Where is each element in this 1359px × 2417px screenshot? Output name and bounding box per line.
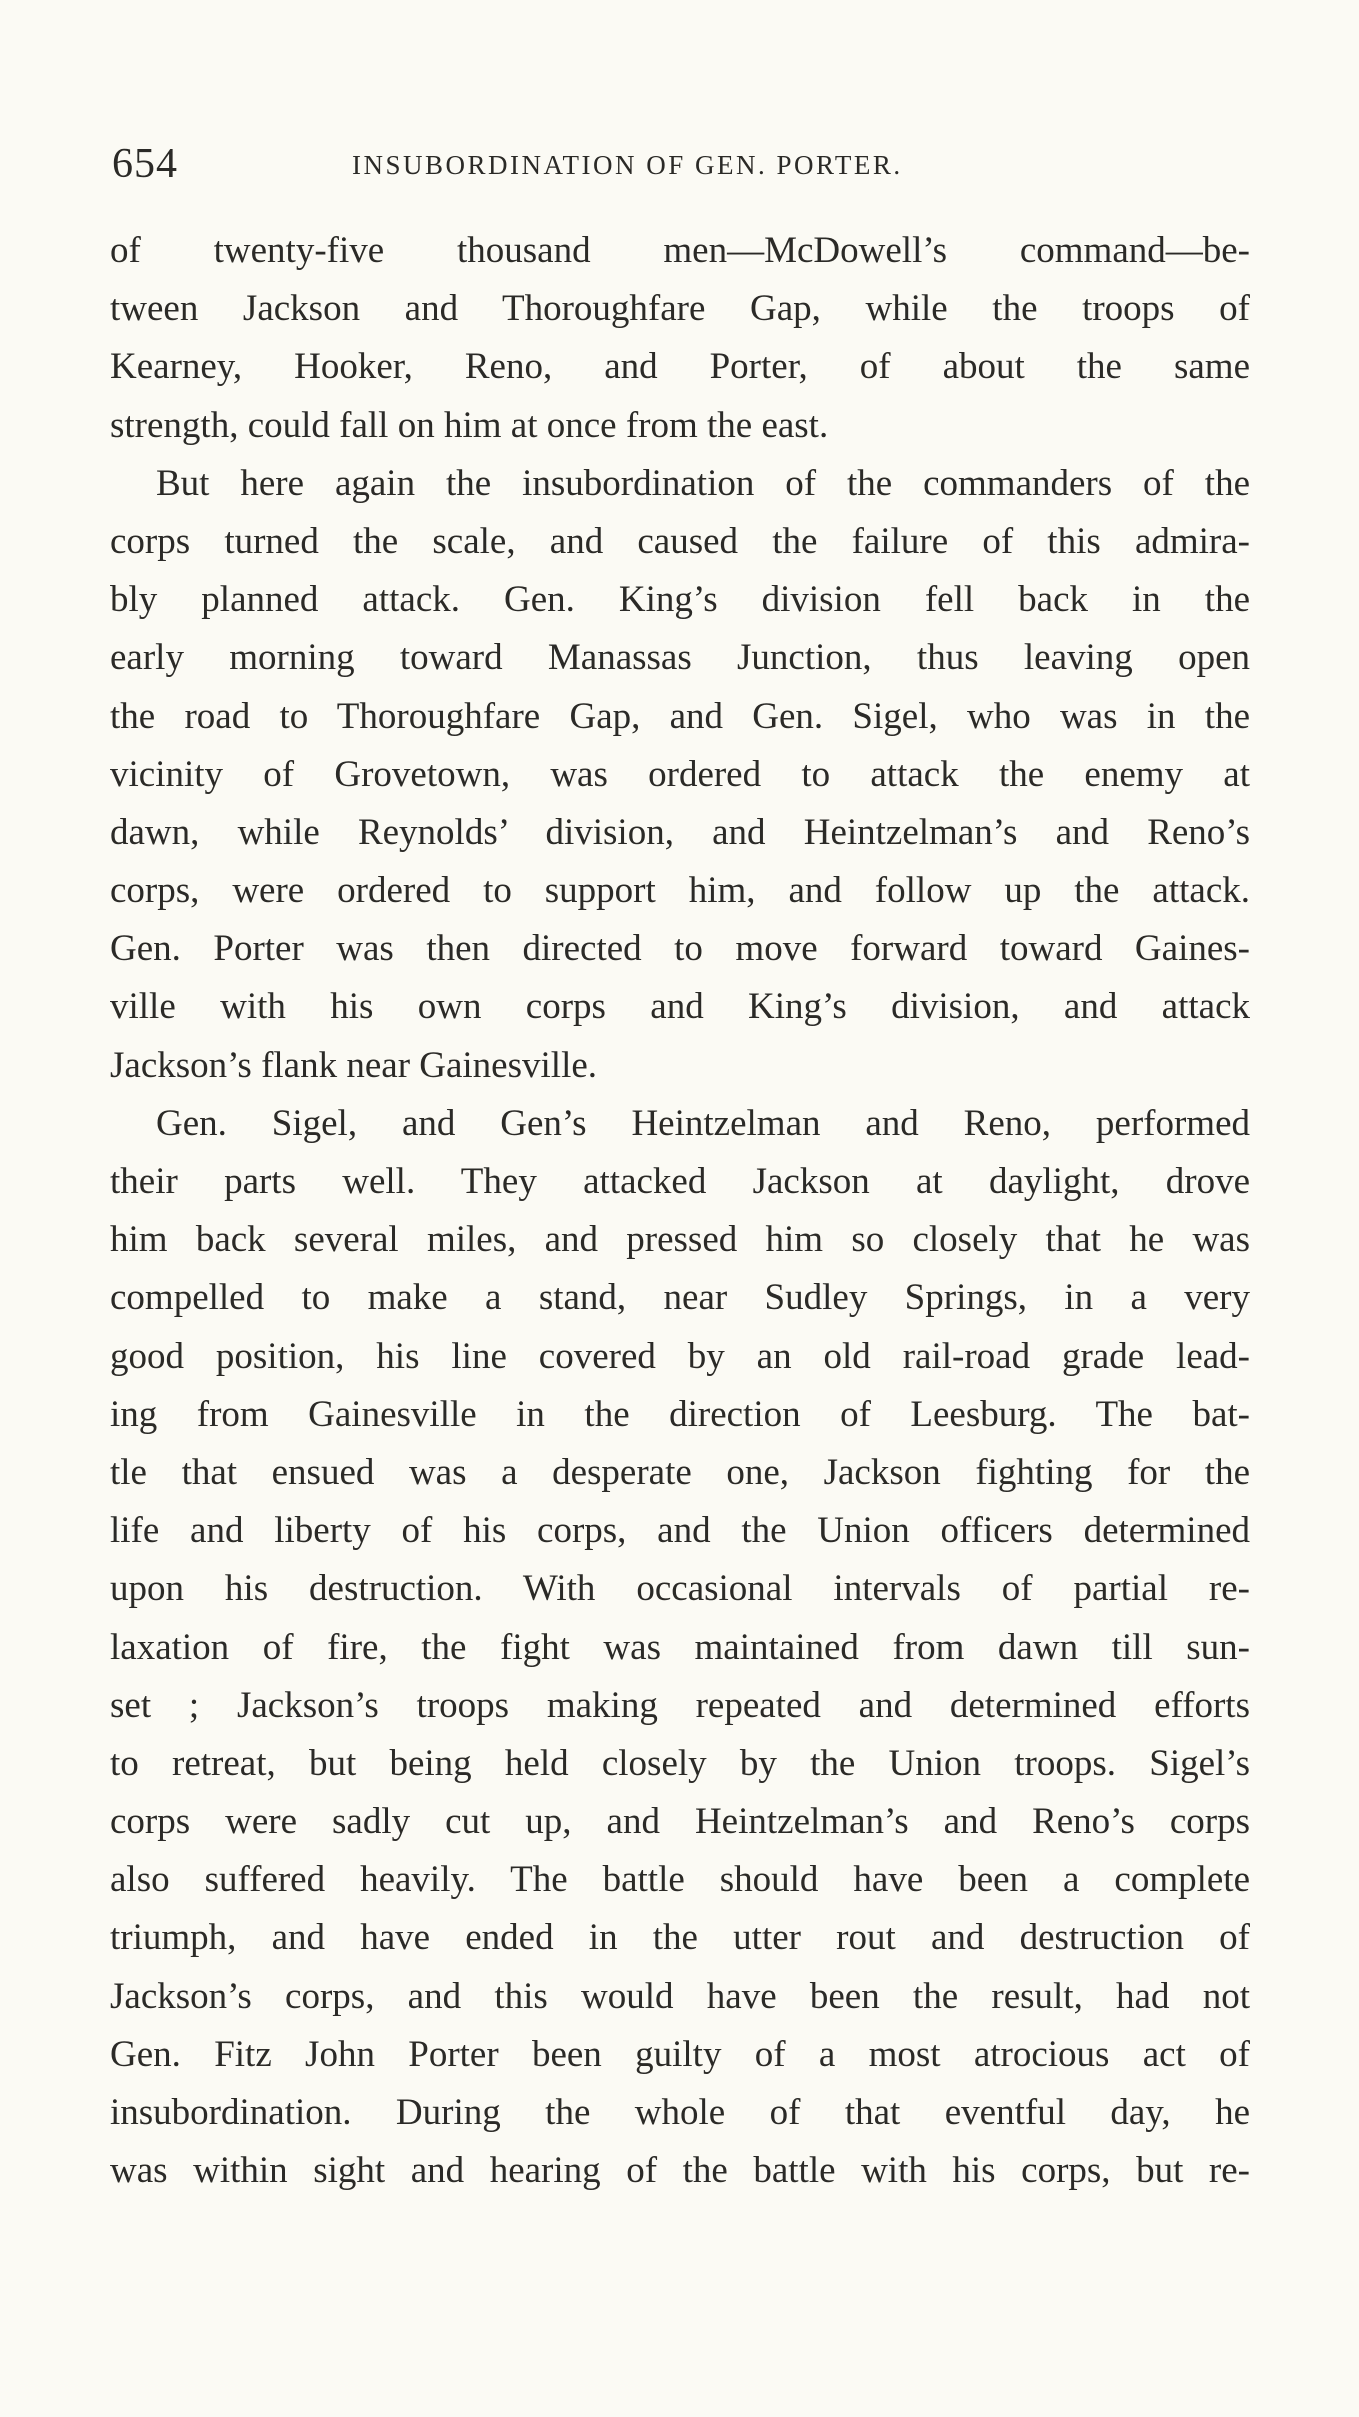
text-line: insubordination. During the whole of that eventful day, he	[110, 2092, 1250, 2133]
running-title: INSUBORDINATION OF GEN. PORTER.	[352, 150, 903, 180]
text-line: their parts well. They attacked Jackson at daylight, drove	[110, 1161, 1250, 1202]
text-line: corps turned the scale, and caused the failure of this admira-	[110, 520, 1250, 562]
text-line: good position, his line covered by an old rail-road grade lead-	[110, 1335, 1250, 1377]
text-line: to retreat, but being held closely by the Union troops. Sigel’s	[110, 1742, 1250, 1784]
text-line: compelled to make a stand, near Sudley Springs, in a very	[110, 1277, 1250, 1319]
text-line: vicinity of Grovetown, was ordered to attack the enemy at	[110, 753, 1250, 795]
text-line: tle that ensued was a desperate one, Jackson fighting for the	[110, 1451, 1250, 1493]
text-line: also suffered heavily. The battle should have been a complete	[110, 1859, 1250, 1901]
text-line: triumph, and have ended in the utter rout and destruction of	[110, 1917, 1250, 1959]
body-text	[110, 222, 1250, 2200]
text-line: Gen. Porter was then directed to move forward toward Gaines-	[110, 928, 1250, 970]
text-line: the road to Thoroughfare Gap, and Gen. Sigel, who was in the	[110, 695, 1250, 737]
text-line: of twenty-five thousand men—McDowell’s command—be-	[110, 230, 1250, 271]
text-line: ville with his own corps and King’s division, and attack	[110, 986, 1250, 1028]
text-line: upon his destruction. With occasional intervals of partial re-	[110, 1568, 1250, 1610]
text-line: laxation of fire, the fight was maintained from dawn till sun-	[110, 1626, 1250, 1668]
text-line: tween Jackson and Thoroughfare Gap, while the troops of	[110, 288, 1250, 330]
text-line: Kearney, Hooker, Reno, and Porter, of about the same	[110, 346, 1250, 388]
text-line: strength, could fall on him at once from the east.	[110, 404, 829, 446]
text-line: life and liberty of his corps, and the Union officers determined	[110, 1510, 1250, 1552]
page-number: 654	[112, 141, 178, 187]
text-line: corps, were ordered to support him, and follow up the attack.	[110, 870, 1250, 912]
text-line: Jackson’s flank near Gainesville.	[110, 1044, 598, 1086]
text-line: bly planned attack. Gen. King’s division fell back in the	[110, 579, 1250, 621]
text-line: him back several miles, and pressed him so closely that he was	[110, 1219, 1250, 1261]
text-line: early morning toward Manassas Junction, thus leaving open	[110, 637, 1250, 679]
text-line: set ; Jackson’s troops making repeated and determined efforts	[110, 1684, 1250, 1726]
text-line: Jackson’s corps, and this would have been the result, had not	[110, 1975, 1250, 2017]
text-line: corps were sadly cut up, and Heintzelman’s and Reno’s corps	[110, 1801, 1250, 1843]
running-header	[112, 140, 1252, 200]
text-line: dawn, while Reynolds’ division, and Heintzelman’s and Reno’s	[110, 811, 1250, 853]
text-line: Gen. Sigel, and Gen’s Heintzelman and Reno, performed	[156, 1102, 1250, 1144]
text-line: was within sight and hearing of the battle with his corps, but re-	[110, 2150, 1250, 2192]
text-line: ing from Gainesville in the direction of Leesburg. The bat-	[110, 1393, 1250, 1435]
text-line: Gen. Fitz John Porter been guilty of a most atrocious act of	[110, 2033, 1250, 2075]
text-line: But here again the insubordination of the commanders of the	[156, 462, 1250, 504]
